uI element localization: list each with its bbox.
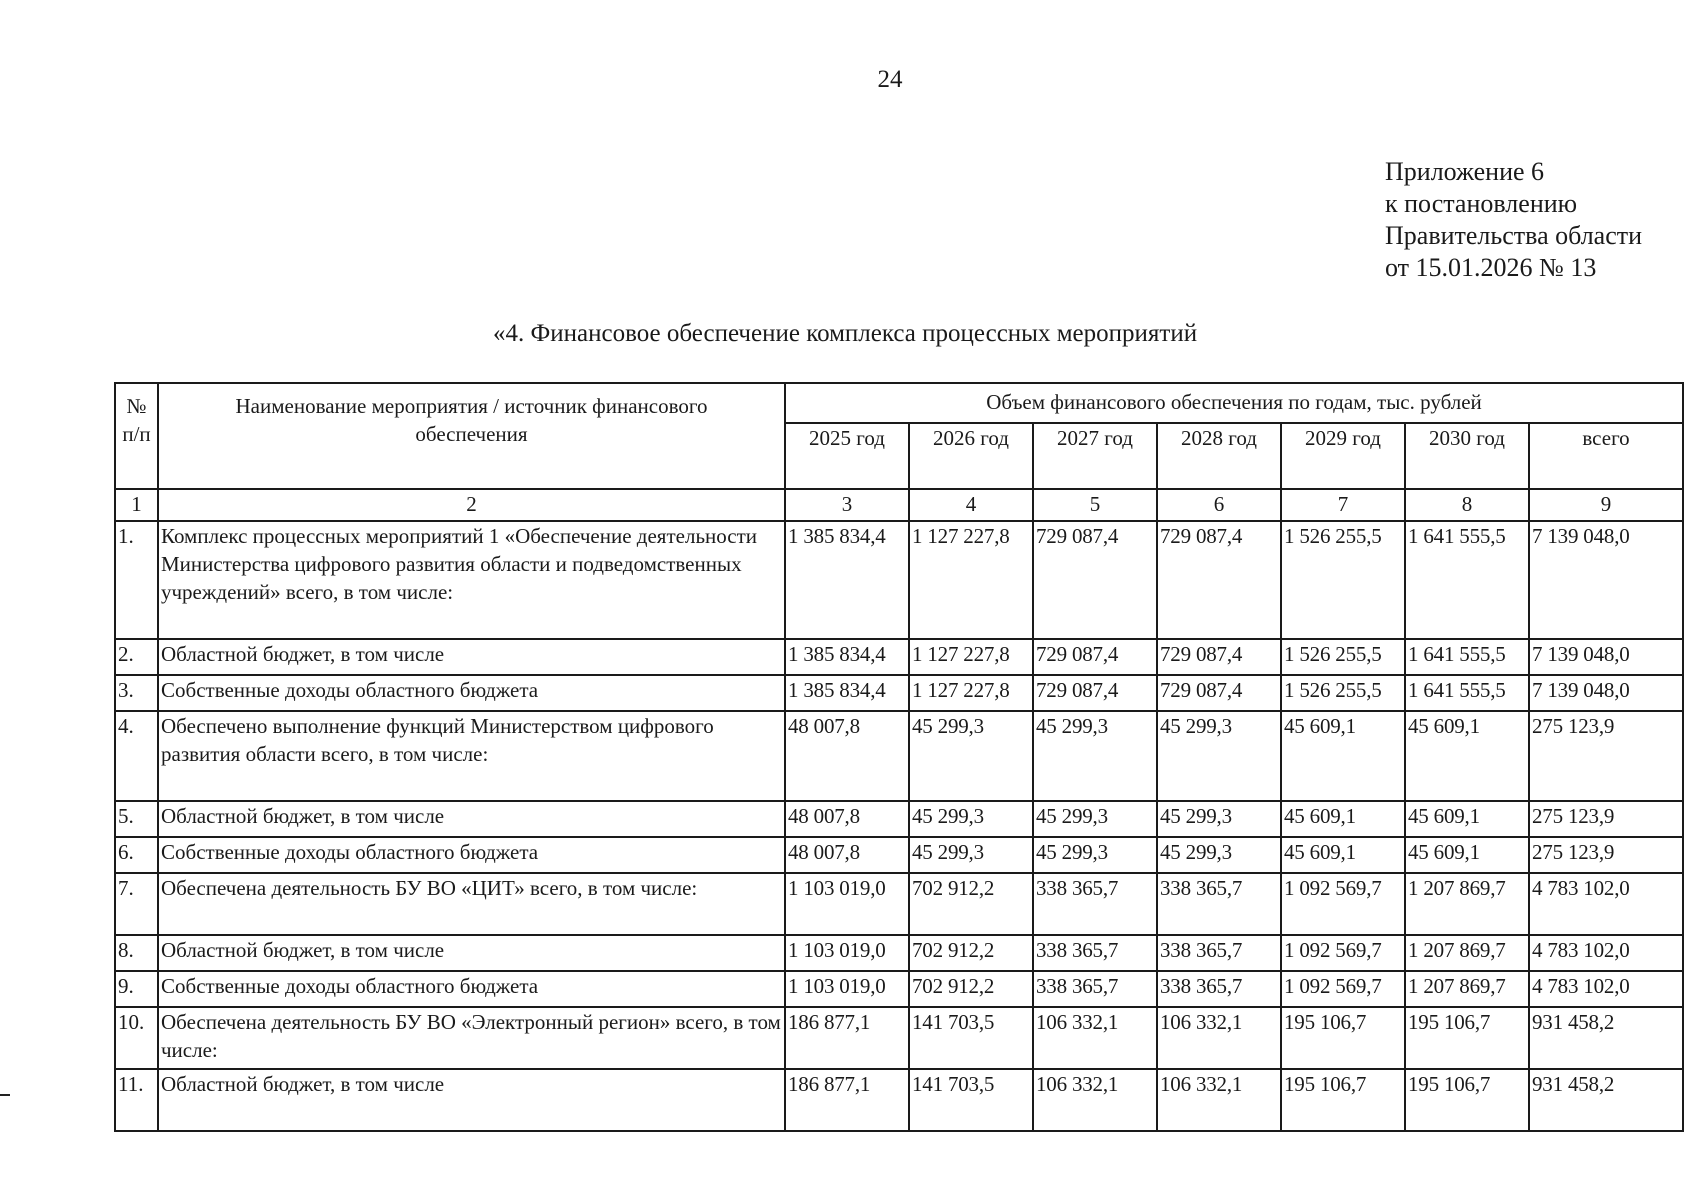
- row-number: 1.: [115, 521, 158, 639]
- row-year-value: 1 103 019,0: [785, 971, 909, 1007]
- row-number: 7.: [115, 873, 158, 935]
- row-year-value: 1 641 555,5: [1405, 521, 1529, 639]
- row-year-value: 1 092 569,7: [1281, 971, 1405, 1007]
- row-year-value: 48 007,8: [785, 837, 909, 873]
- table-row: [115, 935, 1683, 971]
- row-year-value: 1 127 227,8: [909, 675, 1033, 711]
- row-year-value: 702 912,2: [909, 935, 1033, 971]
- row-year-value: 1 641 555,5: [1405, 639, 1529, 675]
- row-name: Собственные доходы областного бюджета: [158, 675, 785, 711]
- section-title: «4. Финансовое обеспечение комплекса процессных мероприятий: [493, 320, 1198, 347]
- row-year-value: 45 609,1: [1405, 711, 1529, 801]
- row-total-value: 4 783 102,0: [1529, 971, 1683, 1007]
- row-year-value: 186 877,1: [785, 1007, 909, 1069]
- appendix-line: от 15.01.2026 № 13: [1385, 253, 1597, 282]
- row-number: 5.: [115, 801, 158, 837]
- row-number: 3.: [115, 675, 158, 711]
- table-body: [115, 521, 1683, 1131]
- row-year-value: 45 609,1: [1405, 801, 1529, 837]
- row-total-value: 7 139 048,0: [1529, 675, 1683, 711]
- header-year: 2029 год: [1281, 423, 1405, 489]
- row-year-value: 195 106,7: [1405, 1069, 1529, 1131]
- row-year-value: 45 299,3: [1157, 711, 1281, 801]
- table-row: [115, 675, 1683, 711]
- row-year-value: 141 703,5: [909, 1069, 1033, 1131]
- column-index: 6: [1157, 489, 1281, 521]
- row-total-value: 7 139 048,0: [1529, 521, 1683, 639]
- row-year-value: 106 332,1: [1033, 1007, 1157, 1069]
- row-year-value: 45 299,3: [909, 837, 1033, 873]
- header-total: всего: [1529, 423, 1683, 489]
- row-total-value: 275 123,9: [1529, 711, 1683, 801]
- row-year-value: 195 106,7: [1281, 1007, 1405, 1069]
- row-name: Собственные доходы областного бюджета: [158, 837, 785, 873]
- header-year: 2028 год: [1157, 423, 1281, 489]
- table-header: [115, 383, 1683, 521]
- row-name: Комплекс процессных мероприятий 1 «Обеспечение деятельности Министерства цифрового развития области и подведомственных учреждений» всего, в том числе:: [158, 521, 785, 639]
- column-index: 7: [1281, 489, 1405, 521]
- row-year-value: 45 299,3: [1157, 801, 1281, 837]
- row-name: Областной бюджет, в том числе: [158, 639, 785, 675]
- row-year-value: 45 609,1: [1281, 837, 1405, 873]
- row-year-value: 1 092 569,7: [1281, 935, 1405, 971]
- row-year-value: 338 365,7: [1033, 971, 1157, 1007]
- row-year-value: 702 912,2: [909, 971, 1033, 1007]
- column-index: 8: [1405, 489, 1529, 521]
- page-number: 24: [877, 66, 903, 93]
- row-year-value: 1 207 869,7: [1405, 971, 1529, 1007]
- row-total-value: 275 123,9: [1529, 801, 1683, 837]
- row-total-value: 275 123,9: [1529, 837, 1683, 873]
- table-row: [115, 711, 1683, 801]
- row-year-value: 1 385 834,4: [785, 639, 909, 675]
- row-year-value: 45 609,1: [1281, 711, 1405, 801]
- row-year-value: 45 299,3: [909, 801, 1033, 837]
- row-year-value: 1 127 227,8: [909, 521, 1033, 639]
- row-year-value: 186 877,1: [785, 1069, 909, 1131]
- row-year-value: 1 092 569,7: [1281, 873, 1405, 935]
- row-year-value: 338 365,7: [1157, 971, 1281, 1007]
- appendix-line: Приложение 6: [1385, 157, 1545, 186]
- row-year-value: 1 207 869,7: [1405, 935, 1529, 971]
- row-year-value: 1 385 834,4: [785, 521, 909, 639]
- column-index: 1: [115, 489, 158, 521]
- row-year-value: 106 332,1: [1157, 1069, 1281, 1131]
- row-number: 11.: [115, 1069, 158, 1131]
- row-name: Областной бюджет, в том числе: [158, 801, 785, 837]
- row-year-value: 48 007,8: [785, 711, 909, 801]
- table-row: [115, 837, 1683, 873]
- row-name: Областной бюджет, в том числе: [158, 1069, 785, 1131]
- row-total-value: 7 139 048,0: [1529, 639, 1683, 675]
- row-number: 4.: [115, 711, 158, 801]
- column-index: 5: [1033, 489, 1157, 521]
- row-year-value: 729 087,4: [1157, 675, 1281, 711]
- row-total-value: 931 458,2: [1529, 1007, 1683, 1069]
- row-year-value: 1 207 869,7: [1405, 873, 1529, 935]
- row-year-value: 729 087,4: [1033, 675, 1157, 711]
- row-year-value: 1 526 255,5: [1281, 521, 1405, 639]
- row-name: Собственные доходы областного бюджета: [158, 971, 785, 1007]
- row-year-value: 106 332,1: [1033, 1069, 1157, 1131]
- row-year-value: 338 365,7: [1033, 873, 1157, 935]
- row-year-value: 195 106,7: [1281, 1069, 1405, 1131]
- column-index: 2: [158, 489, 785, 521]
- row-year-value: 338 365,7: [1033, 935, 1157, 971]
- header-name: Наименование мероприятия / источник финансового обеспечения: [158, 383, 785, 489]
- row-year-value: 106 332,1: [1157, 1007, 1281, 1069]
- row-year-value: 729 087,4: [1157, 521, 1281, 639]
- header-year: 2026 год: [909, 423, 1033, 489]
- appendix-line: Правительства области: [1385, 221, 1643, 250]
- row-year-value: 1 385 834,4: [785, 675, 909, 711]
- row-year-value: 45 299,3: [1033, 711, 1157, 801]
- row-name: Областной бюджет, в том числе: [158, 935, 785, 971]
- table-row: [115, 521, 1683, 639]
- table-row: [115, 801, 1683, 837]
- header-year: 2027 год: [1033, 423, 1157, 489]
- table-row: [115, 1007, 1683, 1069]
- row-total-value: 4 783 102,0: [1529, 873, 1683, 935]
- row-year-value: 729 087,4: [1033, 521, 1157, 639]
- row-total-value: 4 783 102,0: [1529, 935, 1683, 971]
- row-year-value: 141 703,5: [909, 1007, 1033, 1069]
- row-year-value: 45 299,3: [1033, 837, 1157, 873]
- row-number: 2.: [115, 639, 158, 675]
- row-name: Обеспечена деятельность БУ ВО «Электронный регион» всего, в том числе:: [158, 1007, 785, 1069]
- header-year: 2025 год: [785, 423, 909, 489]
- row-year-value: 702 912,2: [909, 873, 1033, 935]
- row-number: 10.: [115, 1007, 158, 1069]
- row-year-value: 1 103 019,0: [785, 935, 909, 971]
- row-year-value: 729 087,4: [1157, 639, 1281, 675]
- column-index: 3: [785, 489, 909, 521]
- row-year-value: 338 365,7: [1157, 935, 1281, 971]
- row-year-value: 1 526 255,5: [1281, 675, 1405, 711]
- header-volume: Объем финансового обеспечения по годам, тыс. рублей: [785, 383, 1683, 423]
- header-num: № п/п: [115, 383, 158, 489]
- table-row: [115, 1069, 1683, 1131]
- row-name: Обеспечена деятельность БУ ВО «ЦИТ» всего, в том числе:: [158, 873, 785, 935]
- row-number: 9.: [115, 971, 158, 1007]
- header-year: 2030 год: [1405, 423, 1529, 489]
- row-total-value: 931 458,2: [1529, 1069, 1683, 1131]
- row-year-value: 45 609,1: [1405, 837, 1529, 873]
- row-year-value: 45 609,1: [1281, 801, 1405, 837]
- column-index: 4: [909, 489, 1033, 521]
- row-year-value: 48 007,8: [785, 801, 909, 837]
- appendix-line: к постановлению: [1385, 189, 1578, 218]
- row-year-value: 338 365,7: [1157, 873, 1281, 935]
- row-year-value: 1 641 555,5: [1405, 675, 1529, 711]
- financing-table: [114, 382, 1684, 1132]
- row-year-value: 1 526 255,5: [1281, 639, 1405, 675]
- column-index: 9: [1529, 489, 1683, 521]
- table-row: [115, 639, 1683, 675]
- row-year-value: 45 299,3: [909, 711, 1033, 801]
- row-year-value: 195 106,7: [1405, 1007, 1529, 1069]
- appendix-block: [1385, 156, 1642, 284]
- row-number: 6.: [115, 837, 158, 873]
- column-index-row: [115, 489, 1683, 521]
- margin-mark: [0, 1094, 10, 1096]
- row-name: Обеспечено выполнение функций Министерством цифрового развития области всего, в том числе:: [158, 711, 785, 801]
- row-number: 8.: [115, 935, 158, 971]
- row-year-value: 45 299,3: [1033, 801, 1157, 837]
- table-row: [115, 971, 1683, 1007]
- table-row: [115, 873, 1683, 935]
- row-year-value: 1 127 227,8: [909, 639, 1033, 675]
- row-year-value: 1 103 019,0: [785, 873, 909, 935]
- row-year-value: 45 299,3: [1157, 837, 1281, 873]
- row-year-value: 729 087,4: [1033, 639, 1157, 675]
